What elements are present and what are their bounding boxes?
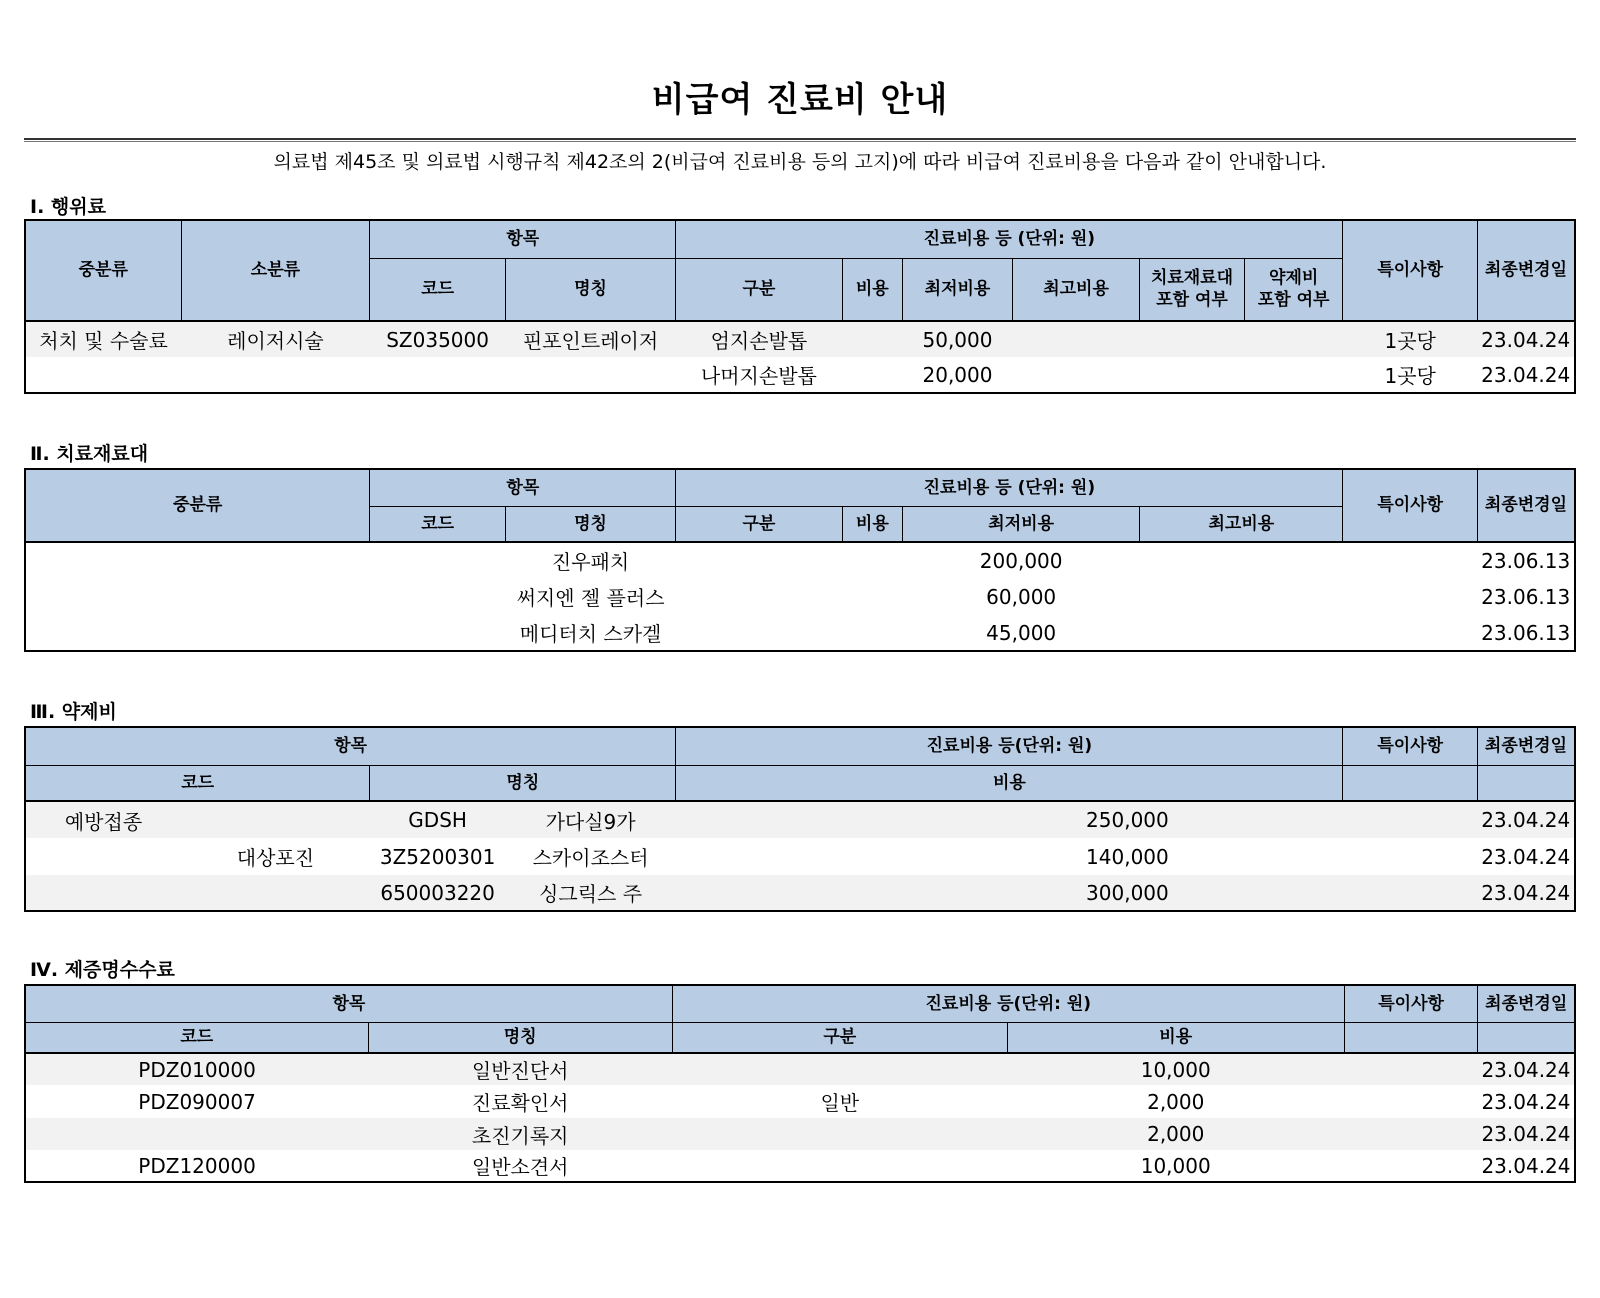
max-cost-cell: [1140, 615, 1343, 651]
kind-cell: [676, 542, 842, 578]
table-row: [25, 801, 1575, 838]
header-min-cost: 최저비용: [903, 506, 1140, 542]
header-item: 항목: [25, 727, 676, 765]
note-cell: [1343, 542, 1477, 578]
fee-cell: [842, 357, 903, 393]
header-kind: 구분: [676, 506, 842, 542]
date-cell: 23.04.24: [1477, 321, 1575, 357]
table-row: [25, 1053, 1575, 1085]
header-note: 특이사항: [1343, 469, 1477, 542]
header-note-blank: [1343, 765, 1477, 801]
code-cell: PDZ120000: [138, 1153, 256, 1178]
header-date: 최종변경일: [1478, 985, 1575, 1022]
header-cost: 진료비용 등(단위: 원): [676, 727, 1343, 765]
header-note-blank: [1344, 1022, 1478, 1053]
code-cell: [370, 542, 505, 578]
drug-cell: [1244, 357, 1343, 393]
note-cell: [1344, 1118, 1478, 1150]
code-cell: [25, 1118, 368, 1150]
name-cell: 일반소견서: [471, 1155, 569, 1179]
fee-cell: 300,000: [676, 875, 1343, 911]
date-cell: 23.06.13: [1481, 620, 1571, 645]
name-cell: 일반진단서: [368, 1053, 672, 1085]
table-row: [25, 578, 1575, 615]
note-cell: 1곳당: [1343, 321, 1477, 357]
subgroup-cell: [181, 801, 370, 838]
section-title-drugs: Ⅲ. 약제비: [30, 701, 117, 723]
min-cost-cell: 20,000: [922, 362, 993, 387]
date-cell: 23.04.24: [1477, 875, 1575, 911]
header-note: 특이사항: [1343, 220, 1477, 321]
mid-category-cell: [25, 542, 370, 578]
name-cell: 써지엔 젤 플러스: [516, 586, 665, 610]
header-fee: 비용: [1007, 1022, 1344, 1053]
header-item: 항목: [25, 985, 672, 1022]
header-fee: 비용: [676, 765, 1343, 801]
max-cost-cell: [1012, 357, 1139, 393]
name-cell: 싱그릭스 주: [505, 875, 675, 911]
date-cell: 23.06.13: [1481, 584, 1571, 609]
name-cell: 초진기록지: [368, 1118, 672, 1150]
note-cell: [1344, 1150, 1478, 1182]
note-cell: [1343, 838, 1477, 875]
table-row: [25, 321, 1575, 357]
table-row: [25, 1085, 1575, 1118]
name-cell: [505, 357, 675, 393]
header-min-cost: 최저비용: [903, 258, 1013, 321]
header-fee: 비용: [842, 506, 903, 542]
name-cell: 진료확인서: [471, 1091, 569, 1115]
section-title-certificates: Ⅳ. 제증명수수료: [30, 959, 175, 981]
name-cell: 핀포인트레이저: [505, 321, 675, 357]
code-cell: PDZ010000: [25, 1053, 368, 1085]
header-note: 특이사항: [1344, 985, 1478, 1022]
date-cell: 23.04.24: [1481, 362, 1571, 387]
date-cell: 23.04.24: [1478, 1118, 1575, 1150]
procedure-fee-table: [24, 219, 1576, 394]
header-code: 코드: [370, 506, 505, 542]
date-cell: 23.04.24: [1481, 1089, 1571, 1114]
header-mid-category: 중분류: [25, 469, 370, 542]
max-cost-cell: [1140, 542, 1343, 578]
fee-cell: [842, 578, 903, 615]
code-cell: PDZ090007: [138, 1089, 256, 1114]
header-item: 항목: [370, 469, 676, 506]
header-kind: 구분: [672, 1022, 1007, 1053]
table-row: [25, 357, 1575, 393]
header-cost: 진료비용 등 (단위: 원): [676, 469, 1343, 506]
intro-text: 의료법 제45조 및 의료법 시행규칙 제42조의 2(비급여 진료비용 등의 고지)에 따라 비급여 진료비용을 다음과 같이 안내합니다.: [273, 151, 1327, 173]
kind-cell: 나머지손발톱: [700, 364, 817, 388]
header-note: 특이사항: [1343, 727, 1477, 765]
date-cell: 23.04.24: [1477, 801, 1575, 838]
header-date-blank: [1478, 1022, 1575, 1053]
fee-cell: 2,000: [1147, 1089, 1205, 1114]
header-kind: 구분: [676, 258, 842, 321]
min-cost-cell: 50,000: [903, 321, 1013, 357]
note-cell: [1344, 1085, 1478, 1118]
code-cell: [370, 578, 505, 615]
max-cost-cell: [1012, 321, 1139, 357]
header-date: 최종변경일: [1477, 220, 1575, 321]
section-title-materials: Ⅱ. 치료재료대: [30, 443, 149, 465]
table-row: [25, 1118, 1575, 1150]
table-row: [25, 838, 1575, 875]
title-divider: [24, 138, 1576, 142]
fee-cell: [842, 321, 903, 357]
name-cell: 진우패치: [505, 542, 675, 578]
code-cell: GDSH: [370, 801, 505, 838]
date-cell: 23.06.13: [1477, 542, 1575, 578]
certificate-fee-table: [24, 984, 1576, 1183]
date-cell: 23.04.24: [1481, 844, 1571, 869]
note-cell: [1343, 801, 1477, 838]
mid-category-cell: [25, 357, 181, 393]
kind-cell: [676, 615, 842, 651]
drug-fee-table: [24, 726, 1576, 912]
table-row: [25, 615, 1575, 651]
code-cell: SZ035000: [370, 321, 505, 357]
fee-cell: 10,000: [1007, 1053, 1344, 1085]
name-cell: 가다실9가: [505, 801, 675, 838]
mid-category-cell: 처치 및 수술료: [25, 321, 181, 357]
note-cell: [1343, 875, 1477, 911]
table-row: [25, 542, 1575, 578]
material-fee-table: [24, 468, 1576, 652]
section-title-procedure: Ⅰ. 행위료: [30, 196, 106, 218]
group-cell: [25, 838, 181, 875]
header-date-blank: [1477, 765, 1575, 801]
kind-cell: [672, 1118, 1007, 1150]
date-cell: 23.04.24: [1478, 1053, 1575, 1085]
fee-cell: 2,000: [1007, 1118, 1344, 1150]
code-cell: 650003220: [370, 875, 505, 911]
kind-cell: [672, 1053, 1007, 1085]
subgroup-cell: [181, 875, 370, 911]
note-cell: [1344, 1053, 1478, 1085]
sub-category-cell: 레이저시술: [181, 321, 370, 357]
header-material-included: 치료재료대 포함 여부: [1140, 258, 1245, 321]
fee-cell: 250,000: [676, 801, 1343, 838]
subgroup-cell: 대상포진: [236, 846, 315, 870]
kind-cell: [672, 1150, 1007, 1182]
min-cost-cell: 60,000: [986, 584, 1057, 609]
header-max-cost: 최고비용: [1140, 506, 1343, 542]
header-item: 항목: [370, 220, 676, 258]
note-cell: [1343, 578, 1477, 615]
code-cell: [370, 615, 505, 651]
sub-category-cell: [181, 357, 370, 393]
drug-cell: [1244, 321, 1343, 357]
group-cell: 예방접종: [25, 801, 181, 838]
code-cell: [370, 357, 505, 393]
header-name: 명칭: [370, 765, 676, 801]
name-cell: 메디터치 스카겔: [519, 622, 662, 646]
table-row: [25, 1150, 1575, 1182]
fee-cell: 140,000: [1086, 844, 1169, 869]
fee-cell: [842, 615, 903, 651]
header-cost: 진료비용 등 (단위: 원): [676, 220, 1343, 258]
min-cost-cell: 45,000: [986, 620, 1057, 645]
header-name: 명칭: [368, 1022, 672, 1053]
header-max-cost: 최고비용: [1012, 258, 1139, 321]
code-cell: 3Z5200301: [379, 844, 496, 869]
kind-cell: 엄지손발톱: [676, 321, 842, 357]
fee-cell: 10,000: [1140, 1153, 1211, 1178]
note-cell: [1343, 615, 1477, 651]
mid-category-cell: [25, 578, 370, 615]
note-cell: 1곳당: [1384, 364, 1436, 388]
kind-cell: [676, 578, 842, 615]
header-date: 최종변경일: [1477, 469, 1575, 542]
header-drug-included: 약제비 포함 여부: [1244, 258, 1343, 321]
header-mid-category: 중분류: [25, 220, 181, 321]
header-name: 명칭: [505, 506, 675, 542]
header-cost: 진료비용 등(단위: 원): [672, 985, 1344, 1022]
mid-category-cell: [25, 615, 370, 651]
header-sub-category: 소분류: [181, 220, 370, 321]
header-fee: 비용: [842, 258, 903, 321]
fee-cell: [842, 542, 903, 578]
name-cell: 스카이조스터: [532, 846, 649, 870]
header-code: 코드: [25, 765, 370, 801]
material-cell: [1140, 321, 1245, 357]
kind-cell: 일반: [820, 1091, 860, 1115]
min-cost-cell: 200,000: [903, 542, 1140, 578]
material-cell: [1140, 357, 1245, 393]
header-code: 코드: [25, 1022, 368, 1053]
page-title: 비급여 진료비 안내: [651, 80, 949, 120]
header-code: 코드: [370, 258, 505, 321]
table-row: [25, 875, 1575, 911]
date-cell: 23.04.24: [1481, 1153, 1571, 1178]
group-cell: [25, 875, 181, 911]
max-cost-cell: [1140, 578, 1343, 615]
header-name: 명칭: [505, 258, 675, 321]
header-date: 최종변경일: [1477, 727, 1575, 765]
